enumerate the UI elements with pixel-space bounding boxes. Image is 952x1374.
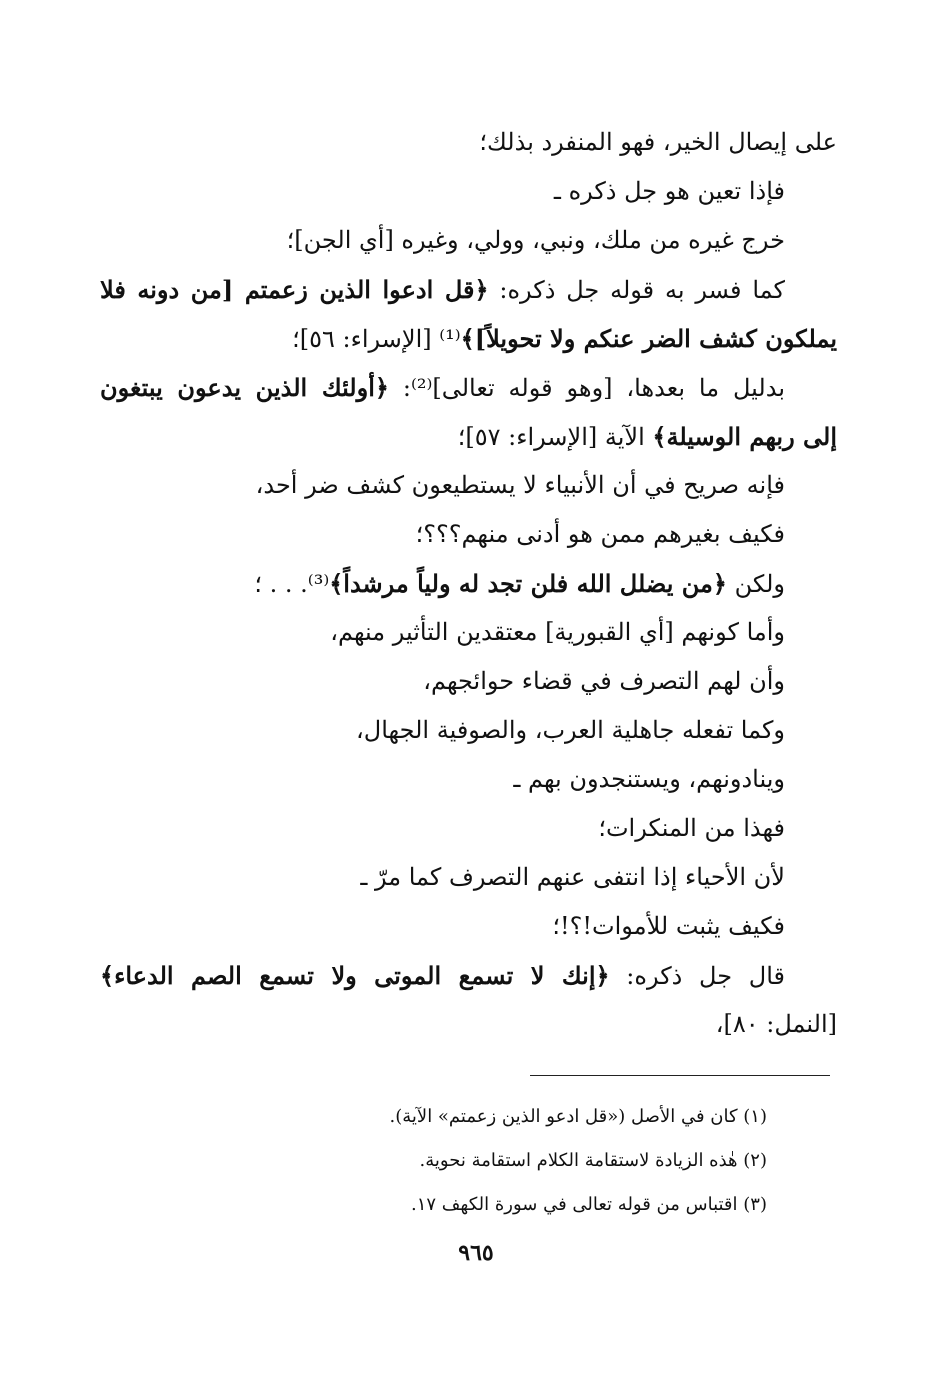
text-segment: فإذا تعين هو جل ذكره ـ: [553, 177, 785, 205]
text-segment: الآية [الإسراء: ٥٧]؛: [457, 423, 653, 451]
text-segment: وينادونهم، ويستنجدون بهم ـ: [513, 765, 785, 793]
text-line: [100, 853, 837, 902]
text-segment: قال جل ذكره:: [609, 962, 786, 990]
text-segment: فكيف يثبت للأموات!؟!؛: [552, 912, 785, 940]
text-line: [100, 804, 837, 853]
text-segment: فهذا من المنكرات؛: [598, 814, 785, 842]
text-line: [100, 657, 837, 706]
text-segment: وكما تفعله جاهلية العرب، والصوفية الجهال،: [356, 716, 785, 744]
main-text: [100, 118, 837, 1049]
text-line: [100, 608, 837, 657]
text-line: [100, 510, 837, 559]
text-line: [100, 265, 837, 314]
text-line: [100, 755, 837, 804]
footnote: (٣) اقتباس من قوله تعالى في سورة الكهف ١٧.: [410, 1194, 767, 1215]
quran-quote: ﴿إنك لا تسمع الموتى ولا تسمع الصم الدعاء﴾: [100, 961, 610, 990]
text-line: [100, 363, 837, 412]
text-segment: ⁽³⁾. . . ؛: [254, 570, 330, 598]
text-segment: على إيصال الخير، فهو المنفرد بذلك؛: [479, 128, 837, 156]
footnote: (٢) هٰذه الزيادة لاستقامة الكلام استقامة نحوية.: [419, 1150, 767, 1171]
quran-quote: إلى ربهم الوسيلة﴾: [652, 422, 837, 451]
quran-quote: ﴿من يضلل الله فلن تجد له ولياً مرشداً﴾: [329, 569, 727, 598]
text-line: [100, 314, 837, 363]
text-line: [100, 559, 837, 608]
text-segment: [النمل: ٨٠]،: [715, 1010, 837, 1038]
footnotes: [100, 1095, 767, 1227]
text-segment: كما فسر به قوله جل ذكره:: [488, 276, 785, 304]
footnote: (١) كان في الأصل («قل ادعو الذين زعمتم» الآية).: [389, 1106, 767, 1127]
quran-quote: يملكون كشف الضر عنكم ولا تحويلاً]﴾: [460, 324, 837, 353]
text-segment: بدليل ما بعدها، [وهو قوله تعالى]⁽²⁾:: [388, 374, 786, 402]
text-line: [100, 951, 837, 1000]
text-line: [100, 1000, 837, 1049]
text-line: [100, 216, 837, 265]
text-line: [100, 118, 837, 167]
text-segment: فإنه صريح في أن الأنبياء لا يستطيعون كشف ضر أحد،: [255, 471, 785, 499]
text-line: [100, 167, 837, 216]
text-segment: ولكن: [726, 570, 785, 598]
text-segment: وأما كونهم [أي القبورية] معتقدين التأثير منهم،: [330, 618, 785, 646]
text-segment: ⁽¹⁾ [الإسراء: ٥٦]؛: [292, 325, 461, 353]
quran-quote: ﴿أولئك الذين يدعون يبتغون: [100, 373, 389, 402]
quran-quote: ﴿قل ادعوا الذين زعمتم [من دونه فلا: [100, 275, 489, 304]
text-segment: وأن لهم التصرف في قضاء حوائجهم،: [423, 667, 785, 695]
text-line: [100, 902, 837, 951]
page-number: ٩٦٥: [458, 1240, 494, 1266]
text-segment: لأن الأحياء إذا انتفى عنهم التصرف كما مرّ ـ: [360, 863, 785, 891]
text-segment: فكيف بغيرهم ممن هو أدنى منهم؟؟؟؛: [415, 520, 785, 548]
text-line: [100, 706, 837, 755]
text-line: [100, 412, 837, 461]
text-line: [100, 461, 837, 510]
text-segment: خرج غيره من ملك، ونبي، وولي، وغيره [أي الجن]؛: [286, 226, 785, 254]
footnote-separator: [530, 1075, 830, 1076]
